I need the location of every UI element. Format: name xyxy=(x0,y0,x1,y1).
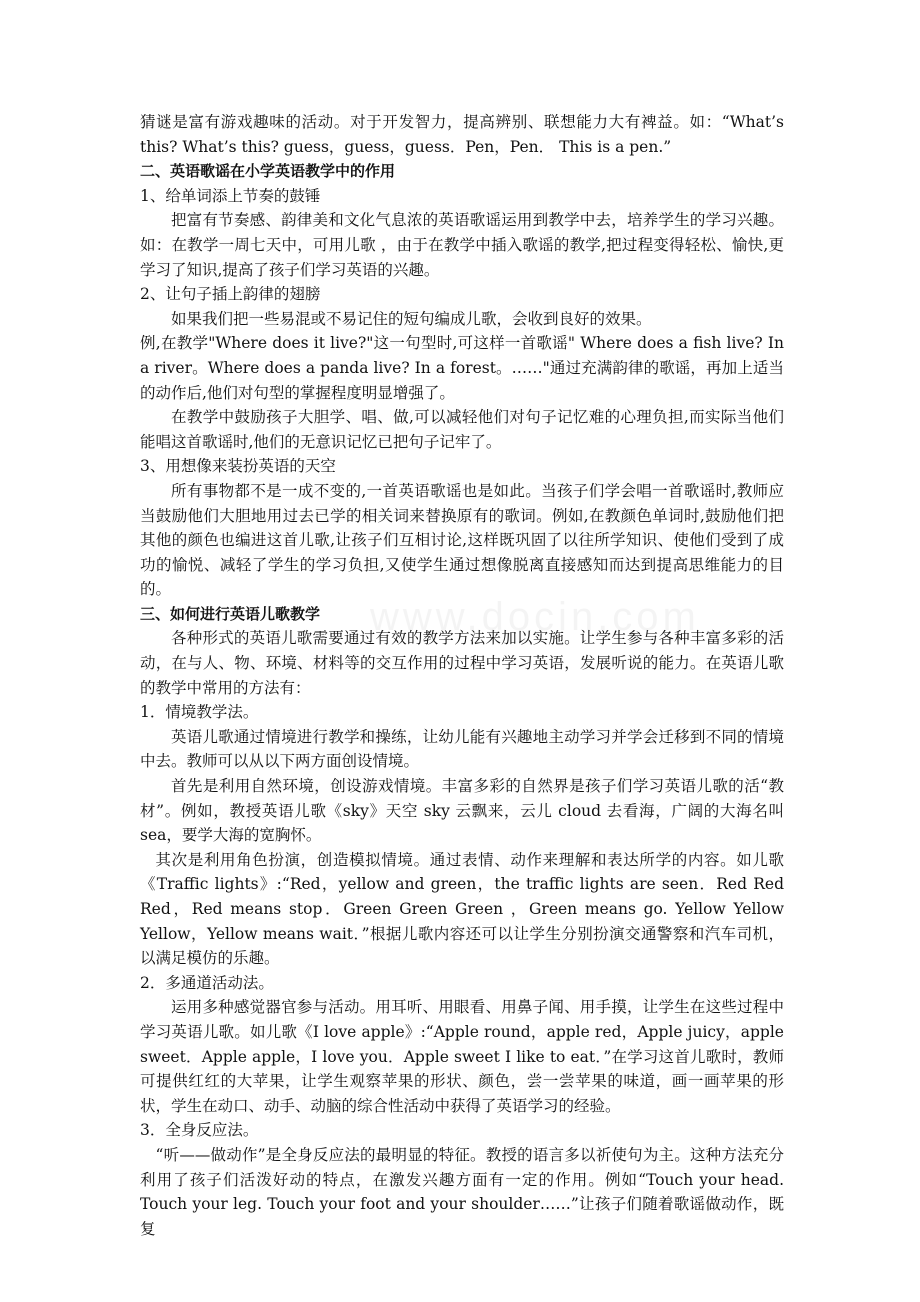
document-body xyxy=(140,110,784,1241)
section-heading-3: 三、如何进行英语儿歌教学 xyxy=(140,604,321,623)
paragraph: 例,在教学"Where does it live?"这一句型时,可这样一首歌谣" Where does a fish live? In a river。Where does a panda live? In a forest。……"通过充满韵律的歌谣，再加上适当的动作后,他们对句型的掌握程度明显增强了。 xyxy=(140,334,784,402)
subheading-3-2: 2．多通道活动法。 xyxy=(140,973,274,992)
paragraph: 如果我们把一些易混或不易记住的短句编成儿歌，会收到良好的效果。 xyxy=(171,309,652,328)
subheading-3-1: 1．情境教学法。 xyxy=(140,703,259,722)
section-heading-2: 二、英语歌谣在小学英语教学中的作用 xyxy=(140,162,396,181)
paragraph: 其次是利用角色扮演，创造模拟情境。通过表情、动作来理解和表达所学的内容。如儿歌《Traffic lights》:“Red，yellow and green，the traffic lights are seen．Red Red Red，Red means stop．Green Green Green ，Green means go. Yellow Yellow Yellow，Yellow means wait．”根据儿歌内容还可以让学生分别扮演交通警察和汽车司机，以满足模仿的乐趣。 xyxy=(140,850,784,968)
subheading-3-3: 3．全身反应法。 xyxy=(140,1121,259,1140)
paragraph: 首先是利用自然环境，创设游戏情境。丰富多彩的自然界是孩子们学习英语儿歌的活“教材”。例如，教授英语儿歌《sky》天空 sky 云飘来，云儿 cloud 去看海，广阔的大海名叫 sea，要学大海的宽胸怀。 xyxy=(140,777,784,845)
paragraph: 英语儿歌通过情境进行教学和操练，让幼儿能有兴趣地主动学习并学会迁移到不同的情境中去。教师可以从以下两方面创设情境。 xyxy=(140,727,784,771)
subheading-2-3: 3、用想像来装扮英语的天空 xyxy=(140,457,336,476)
paragraph: 各种形式的英语儿歌需要通过有效的教学方法来加以实施。让学生参与各种丰富多彩的活动，在与人、物、环境、材料等的交互作用的过程中学习英语，发展听说的能力。在英语儿歌的教学中常用的方法有： xyxy=(140,629,784,697)
paragraph: 运用多种感觉器官参与活动。用耳听、用眼看、用鼻子闻、用手摸，让学生在这些过程中学习英语儿歌。如儿歌《I love apple》:“Apple round，apple red，Apple juicy，apple sweet．Apple apple，I love you．Apple sweet I like to eat．”在学习这首儿歌时，教师可提供红红的大苹果，让学生观察苹果的形状、颜色，尝一尝苹果的味道，画一画苹果的形状，学生在动口、动手、动脑的综合性活动中获得了英语学习的经验。 xyxy=(140,998,784,1115)
paragraph: 在教学中鼓励孩子大胆学、唱、做,可以减轻他们对句子记忆难的心理负担,而实际当他们能唱这首歌谣时,他们的无意识记忆已把句子记牢了。 xyxy=(140,408,784,451)
subheading-2-1: 1、给单词添上节奏的鼓锤 xyxy=(140,186,321,205)
paragraph: 所有事物都不是一成不变的,一首英语歌谣也是如此。当孩子们学会唱一首歌谣时,教师应当鼓励他们大胆地用过去已学的相关词来替换原有的歌词。例如,在教颜色单词时,鼓励他们把其他的颜色也编进这首儿歌,让孩子们互相讨论,这样既巩固了以往所学知识、使他们受到了成功的愉悦、减轻了学生的学习负担,又使学生通过想像脱离直接感知而达到提高思维能力的目的。 xyxy=(140,481,784,599)
paragraph: 把富有节奏感、韵律美和文化气息浓的英语歌谣运用到教学中去，培养学生的学习兴趣。如：在教学一周七天中，可用儿歌 ，由于在教学中插入歌谣的教学,把过程变得轻松、愉快,更学习了知识,提高了孩子们学习英语的兴趣。 xyxy=(140,211,784,279)
subheading-2-2: 2、让句子插上韵律的翅膀 xyxy=(140,285,321,304)
paragraph: “听——做动作”是全身反应法的最明显的特征。教授的语言多以祈使句为主。这种方法充分利用了孩子们活泼好动的特点，在激发兴趣方面有一定的作用。例如“Touch your head. Touch your leg. Touch your foot and your shoulder……”让孩子们随着歌谣做动作，既复 xyxy=(140,1145,784,1238)
paragraph-riddle: 猜谜是富有游戏趣味的活动。对于开发智力，提高辨别、联想能力大有裨益。如：“What’s this? What’s this? guess，guess，guess．Pen，Pen． This is a pen.” xyxy=(140,113,784,156)
